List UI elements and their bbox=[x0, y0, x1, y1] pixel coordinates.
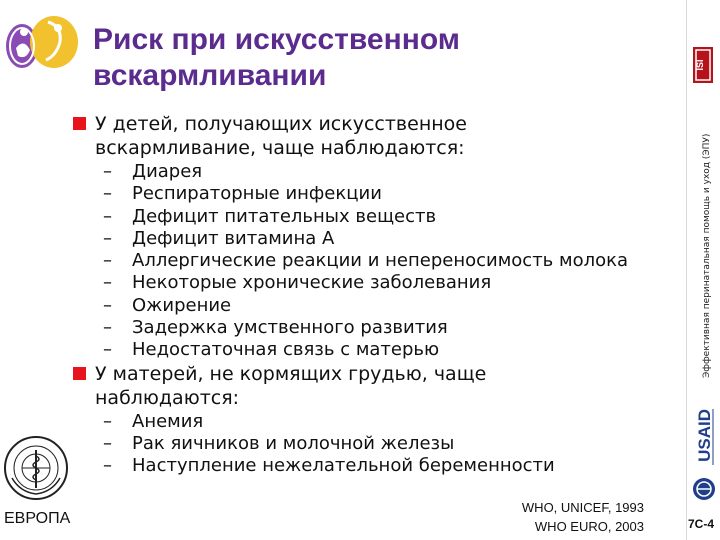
mothers-risk-list bbox=[73, 411, 673, 478]
sidebar-divider bbox=[686, 0, 687, 540]
dash-icon: – bbox=[103, 227, 112, 249]
list-item: – Наступление нежелательной беременности bbox=[103, 455, 555, 477]
isi-logo bbox=[693, 47, 713, 83]
org-label: ЕВРОПА bbox=[4, 510, 71, 527]
list-item: – Недостаточная связь с матерью bbox=[103, 339, 440, 361]
list-item: – Задержка умственного развития bbox=[103, 317, 448, 339]
bullet-mothers-line-1: У матерей, не кормящих грудью, чаще bbox=[95, 362, 487, 385]
isi-logo-text: ISI bbox=[695, 59, 705, 71]
title-line-2: вскармливании bbox=[93, 59, 327, 92]
bullet-children-line-2: вскармливание, чаще наблюдаются: bbox=[95, 137, 465, 159]
list-item: – Дефицит питательных веществ bbox=[103, 205, 437, 227]
bullet-mothers-line-2: наблюдаются: bbox=[95, 386, 240, 409]
list-item: – Некоторые хронические заболевания bbox=[103, 272, 492, 294]
list-item: – Анемия bbox=[103, 410, 204, 432]
slide-code: 7C-4 bbox=[688, 517, 715, 531]
reference-line-2: WHO EURO, 2003 bbox=[534, 519, 644, 534]
dash-icon: – bbox=[103, 455, 112, 477]
dash-icon: – bbox=[103, 183, 112, 205]
list-item: – Рак яичников и молочной железы bbox=[103, 432, 455, 454]
dash-icon: – bbox=[103, 205, 112, 227]
reference-line-1: WHO, UNICEF, 1993 bbox=[521, 500, 644, 515]
dash-icon: – bbox=[103, 432, 112, 454]
slide-title bbox=[93, 22, 653, 94]
bullet-children-line-1: У детей, получающих искусственное bbox=[95, 113, 467, 135]
list-item: – Дефицит витамина А bbox=[103, 227, 335, 249]
who-emblem-icon bbox=[2, 434, 70, 502]
dash-icon: – bbox=[103, 410, 112, 432]
title-line-1: Риск при искусственном bbox=[93, 23, 460, 56]
bullet-square-icon bbox=[73, 367, 86, 380]
mother-child-logo bbox=[2, 8, 84, 76]
list-item: – Респираторные инфекции bbox=[103, 183, 382, 205]
sidebar-vertical-text: Эффективная перинатальная помощь и уход (ЭПУ) bbox=[702, 133, 712, 378]
dash-icon: – bbox=[103, 161, 112, 182]
dash-icon: – bbox=[103, 294, 112, 316]
children-risk-list bbox=[73, 161, 673, 362]
list-item: – Аллергические реакции и непереносимость молока bbox=[103, 250, 629, 272]
bullet-square-icon bbox=[73, 117, 86, 130]
dash-icon: – bbox=[103, 250, 112, 272]
bullet-children bbox=[73, 112, 673, 160]
usaid-logo-text: USAID bbox=[695, 409, 714, 462]
slide-content bbox=[73, 112, 673, 478]
list-item: – Диарея bbox=[103, 161, 203, 182]
dash-icon: – bbox=[103, 317, 112, 339]
list-item: – Ожирение bbox=[103, 294, 232, 316]
usaid-logo bbox=[691, 405, 717, 503]
dash-icon: – bbox=[103, 272, 112, 294]
dash-icon: – bbox=[103, 339, 112, 361]
references bbox=[470, 498, 644, 536]
bullet-mothers bbox=[73, 362, 673, 410]
